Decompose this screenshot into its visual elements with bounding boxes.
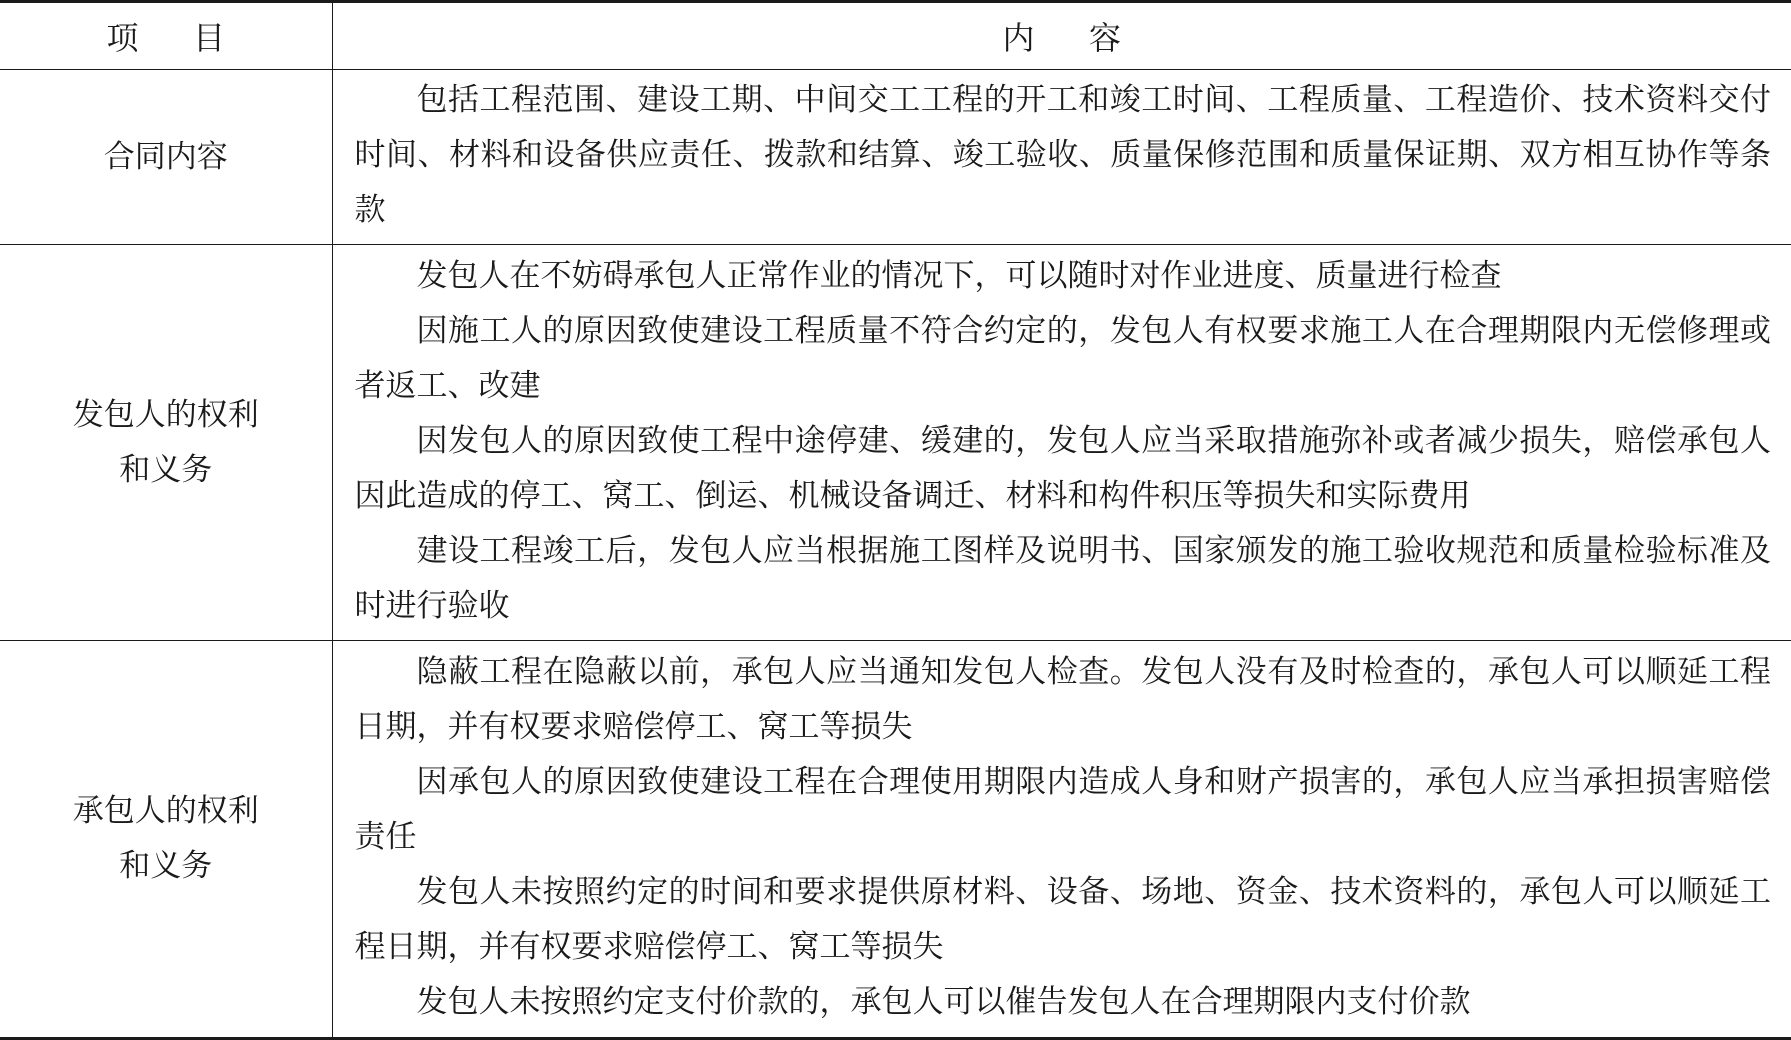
item-column-header	[0, 2, 332, 70]
table-row	[0, 641, 1791, 1039]
content-paragraph: 建设工程竣工后，发包人应当根据施工图样及说明书、国家颁发的施工验收规范和质量检验标准及时进行验收	[354, 532, 1771, 624]
item-label-line-1: 发包人的权利	[72, 396, 259, 433]
content-paragraph: 因发包人的原因致使工程中途停建、缓建的，发包人应当采取措施弥补或者减少损失，赔偿承包人因此造成的停工、窝工、倒运、机械设备调迁、材料和构件积压等损失和实际费用	[354, 422, 1771, 514]
item-cell-employer-rights	[0, 245, 332, 641]
content-paragraph: 发包人在不妨碍承包人正常作业的情况下，可以随时对作业进度、质量进行检查	[416, 257, 1502, 294]
item-cell-contract-content	[0, 70, 332, 245]
content-column-header	[332, 2, 1791, 70]
content-paragraph: 包括工程范围、建设工期、中间交工工程的开工和竣工时间、工程质量、工程造价、技术资料交付时间、材料和设备供应责任、拨款和结算、竣工验收、质量保修范围和质量保证期、双方相互协作等条款	[354, 82, 1771, 228]
table-row	[0, 245, 1791, 641]
item-label-line-1: 合同内容	[103, 138, 228, 175]
table-row	[0, 70, 1791, 245]
content-paragraph: 发包人未按照约定支付价款的，承包人可以催告发包人在合理期限内支付价款	[416, 984, 1471, 1020]
content-paragraph: 因施工人的原因致使建设工程质量不符合约定的，发包人有权要求施工人在合理期限内无偿修理或者返工、改建	[354, 312, 1771, 404]
content-paragraph: 隐蔽工程在隐蔽以前，承包人应当通知发包人检查。发包人没有及时检查的，承包人可以顺延工程日期，并有权要求赔偿停工、窝工等损失	[354, 654, 1771, 745]
item-cell-contractor-rights	[0, 641, 332, 1039]
content-cell-contractor-rights	[332, 641, 1791, 1039]
content-cell-employer-rights	[332, 245, 1791, 641]
item-header-char-2: 目	[192, 19, 225, 57]
item-label-line-2: 和义务	[119, 848, 213, 884]
content-paragraph: 因承包人的原因致使建设工程在合理使用期限内造成人身和财产损害的，承包人应当承担损害赔偿责任	[354, 764, 1771, 855]
content-cell-contract-content	[332, 70, 1791, 245]
content-header-char-1: 内	[1002, 19, 1035, 57]
item-header-char-1: 项	[106, 19, 139, 57]
content-header-char-2: 容	[1088, 19, 1121, 57]
content-paragraph: 发包人未按照约定的时间和要求提供原材料、设备、场地、资金、技术资料的，承包人可以顺延工程日期，并有权要求赔偿停工、窝工等损失	[354, 874, 1771, 965]
item-label-line-1: 承包人的权利	[72, 793, 259, 829]
table-header-row	[0, 2, 1791, 70]
item-label-line-2: 和义务	[119, 451, 213, 488]
